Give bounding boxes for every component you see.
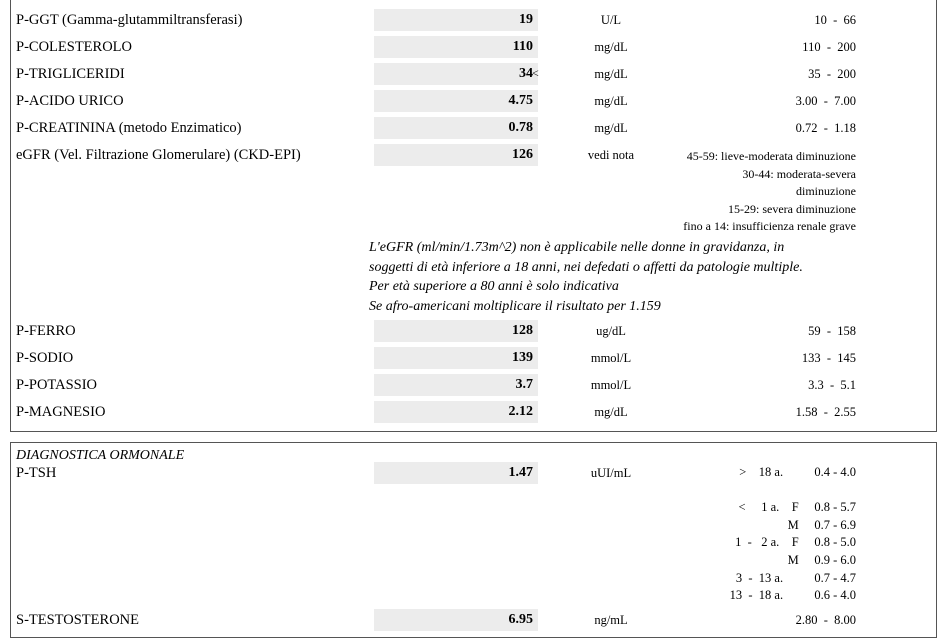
test-unit: mg/dL (594, 40, 628, 54)
ref-line: fino a 14: insufficienza renale grave (683, 219, 856, 233)
test-name: P-COLESTEROLO (16, 39, 132, 55)
ref-line: 30-44: moderata-severa (742, 166, 856, 181)
test-name: P-MAGNESIO (16, 404, 106, 420)
ref-line: 15-29: severa diminuzione (728, 201, 856, 216)
test-value: 139 (512, 350, 533, 365)
test-name: P-POTASSIO (16, 377, 98, 393)
test-name: P-ACIDO URICO (16, 93, 124, 109)
result-row-ferro (11, 320, 936, 342)
result-row-colesterolo (11, 36, 936, 58)
test-value: 128 (512, 323, 533, 338)
tsh-ref-adult: > 18 a. 0.4 - 4.0 (739, 465, 856, 479)
result-row-testosterone (11, 609, 936, 631)
reference-range: 3.00 - 7.00 (795, 94, 856, 108)
test-unit: mg/dL (594, 121, 628, 135)
note-line: soggetti di età inferiore a 18 anni, nei defedati o affetti da patologie multiple. (369, 259, 803, 275)
result-row-ggt (11, 9, 936, 31)
test-value: 3.7 (515, 377, 533, 392)
test-value: 34 (519, 66, 533, 81)
test-value: 19 (519, 12, 533, 27)
results-panel-chemistry (10, 0, 937, 432)
reference-range: 0.72 - 1.18 (795, 121, 856, 135)
section-title: DIAGNOSTICA ORMONALE (16, 448, 185, 463)
test-value: 1.47 (508, 465, 533, 480)
test-name: P-FERRO (16, 323, 76, 339)
result-row-magnesio (11, 401, 936, 423)
results-panel-hormonal (10, 442, 937, 638)
note-line: Per età superiore a 80 anni è solo indicativa (369, 279, 619, 294)
tsh-ref-infant-m: M 0.7 - 6.9 (787, 518, 856, 532)
reference-range: 2.80 - 8.00 (795, 613, 856, 627)
tsh-ref-toddler-m: M 0.9 - 6.0 (787, 553, 856, 567)
ref-line: diminuzione (796, 184, 856, 198)
reference-range: 10 - 66 (814, 13, 856, 27)
reference-range: 110 - 200 (802, 40, 856, 54)
test-name: P-CREATININA (metodo Enzimatico) (16, 120, 242, 136)
test-unit: mg/dL (594, 405, 628, 419)
test-unit: vedi nota (587, 148, 635, 162)
note-line: Se afro-americani moltiplicare il risultato per 1.159 (369, 298, 661, 314)
test-unit: uUI/mL (590, 466, 632, 480)
test-name: P-TSH (16, 465, 57, 481)
out-of-range-flag: < (532, 66, 539, 80)
result-row-acido-urico (11, 90, 936, 112)
reference-range: 3.3 - 5.1 (808, 378, 856, 392)
test-value: 4.75 (508, 93, 533, 108)
tsh-ref-infant-f: < 1 a. F 0.8 - 5.7 (738, 500, 856, 514)
test-name: S-TESTOSTERONE (16, 612, 139, 628)
test-value: 2.12 (508, 404, 533, 419)
result-row-potassio (11, 374, 936, 396)
result-row-sodio (11, 347, 936, 369)
egfr-reference-ranges (683, 148, 856, 236)
tsh-ref-teen: 13 - 18 a. 0.6 - 4.0 (729, 588, 856, 602)
tsh-ref-child: 3 - 13 a. 0.7 - 4.7 (735, 571, 856, 585)
test-value: 126 (512, 147, 533, 162)
note-line: L'eGFR (ml/min/1.73m^2) non è applicabile nelle donne in gravidanza, in (369, 240, 785, 255)
test-name: eGFR (Vel. Filtrazione Glomerulare) (CKD-EPI) (16, 147, 301, 163)
reference-range: 1.58 - 2.55 (795, 405, 856, 419)
test-unit: U/L (600, 13, 622, 27)
reference-range: 35 - 200 (808, 67, 856, 81)
test-value: 110 (512, 39, 533, 54)
test-unit: ng/mL (594, 613, 628, 627)
test-value: 6.95 (508, 612, 533, 627)
result-row-trigliceridi (11, 63, 936, 85)
test-unit: mg/dL (594, 67, 628, 81)
test-unit: mg/dL (594, 94, 628, 108)
test-value: 0.78 (508, 120, 533, 135)
tsh-ref-toddler-f: 1 - 2 a. F 0.8 - 5.0 (735, 535, 856, 549)
test-unit: ug/dL (596, 324, 626, 338)
ref-line: 45-59: lieve-moderata diminuzione (686, 149, 856, 163)
egfr-note (369, 238, 803, 316)
test-name: P-TRIGLICERIDI (16, 66, 125, 82)
result-row-creatinina (11, 117, 936, 139)
reference-range: 133 - 145 (801, 351, 856, 365)
test-unit: mmol/L (590, 351, 632, 365)
test-unit: mmol/L (590, 378, 632, 392)
test-name: P-GGT (Gamma-glutammiltransferasi) (16, 12, 243, 28)
reference-range: 59 - 158 (808, 324, 856, 338)
test-name: P-SODIO (16, 350, 74, 366)
